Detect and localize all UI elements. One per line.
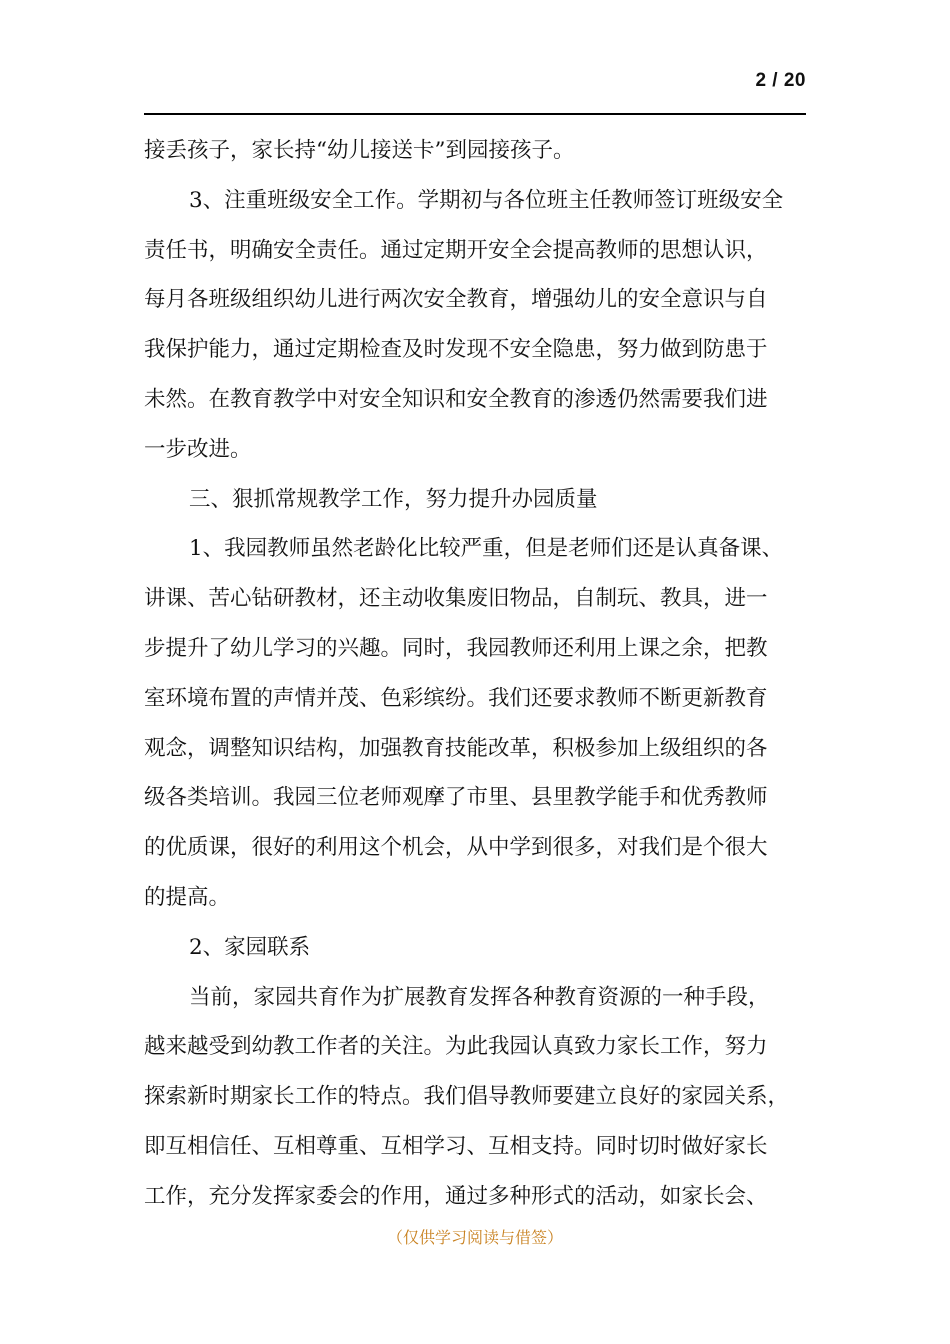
text-line: 越来越受到幼教工作者的关注。为此我园认真致力家长工作，努力 — [144, 1034, 768, 1060]
text-line: 当前，家园共育作为扩展教育发挥各种教育资源的一种手段， — [189, 984, 770, 1010]
text-line: 观念，调整知识结构，加强教育技能改革，积极参加上级组织的各 — [144, 735, 768, 761]
section-heading: 三、狠抓常规教学工作，努力提升办园质量 — [189, 486, 598, 512]
text-line: 每月各班级组织幼儿进行两次安全教育，增强幼儿的安全意识与自 — [144, 287, 768, 313]
page-number: 2 / 20 — [755, 70, 806, 91]
text-line: 接丢孩子，家长持“幼儿接送卡”到园接孩子。 — [144, 138, 575, 163]
header-divider — [144, 113, 806, 115]
text-line: 室环境布置的声情并茂、色彩缤纷。我们还要求教师不断更新教育 — [144, 685, 768, 711]
text-line: 3、注重班级安全工作。学期初与各位班主任教师签订班级安全 — [189, 187, 784, 213]
text-line: 级各类培训。我园三位老师观摩了市里、县里教学能手和优秀教师 — [144, 785, 768, 811]
text-line: 即互相信任、互相尊重、互相学习、互相支持。同时切时做好家长 — [144, 1133, 768, 1159]
text-line: 一步改进。 — [144, 436, 252, 462]
text-line: 工作，充分发挥家委会的作用，通过多种形式的活动，如家长会、 — [144, 1183, 768, 1209]
footer-note: （仅供学习阅读与借签） — [386, 1228, 563, 1247]
text-line: 未然。在教育教学中对安全知识和安全教育的渗透仍然需要我们进 — [144, 386, 768, 412]
text-line: 探索新时期家长工作的特点。我们倡导教师要建立良好的家园关系， — [144, 1084, 790, 1110]
document-body — [144, 126, 806, 1222]
text-line: 步提升了幼儿学习的兴趣。同时，我园教师还利用上课之余，把教 — [144, 635, 768, 661]
text-line: 讲课、苦心钻研教材，还主动收集废旧物品，自制玩、教具，进一 — [144, 586, 768, 612]
subsection-heading: 2、家园联系 — [189, 934, 311, 960]
text-line: 的优质课，很好的利用这个机会，从中学到很多，对我们是个很大 — [144, 835, 768, 861]
text-line: 的提高。 — [144, 884, 231, 910]
text-line: 1、我园教师虽然老龄化比较严重，但是老师们还是认真备课、 — [189, 536, 784, 562]
text-line: 责任书，明确安全责任。通过定期开安全会提高教师的思想认识， — [144, 237, 768, 263]
text-line: 我保护能力，通过定期检查及时发现不安全隐患，努力做到防患于 — [144, 337, 768, 363]
